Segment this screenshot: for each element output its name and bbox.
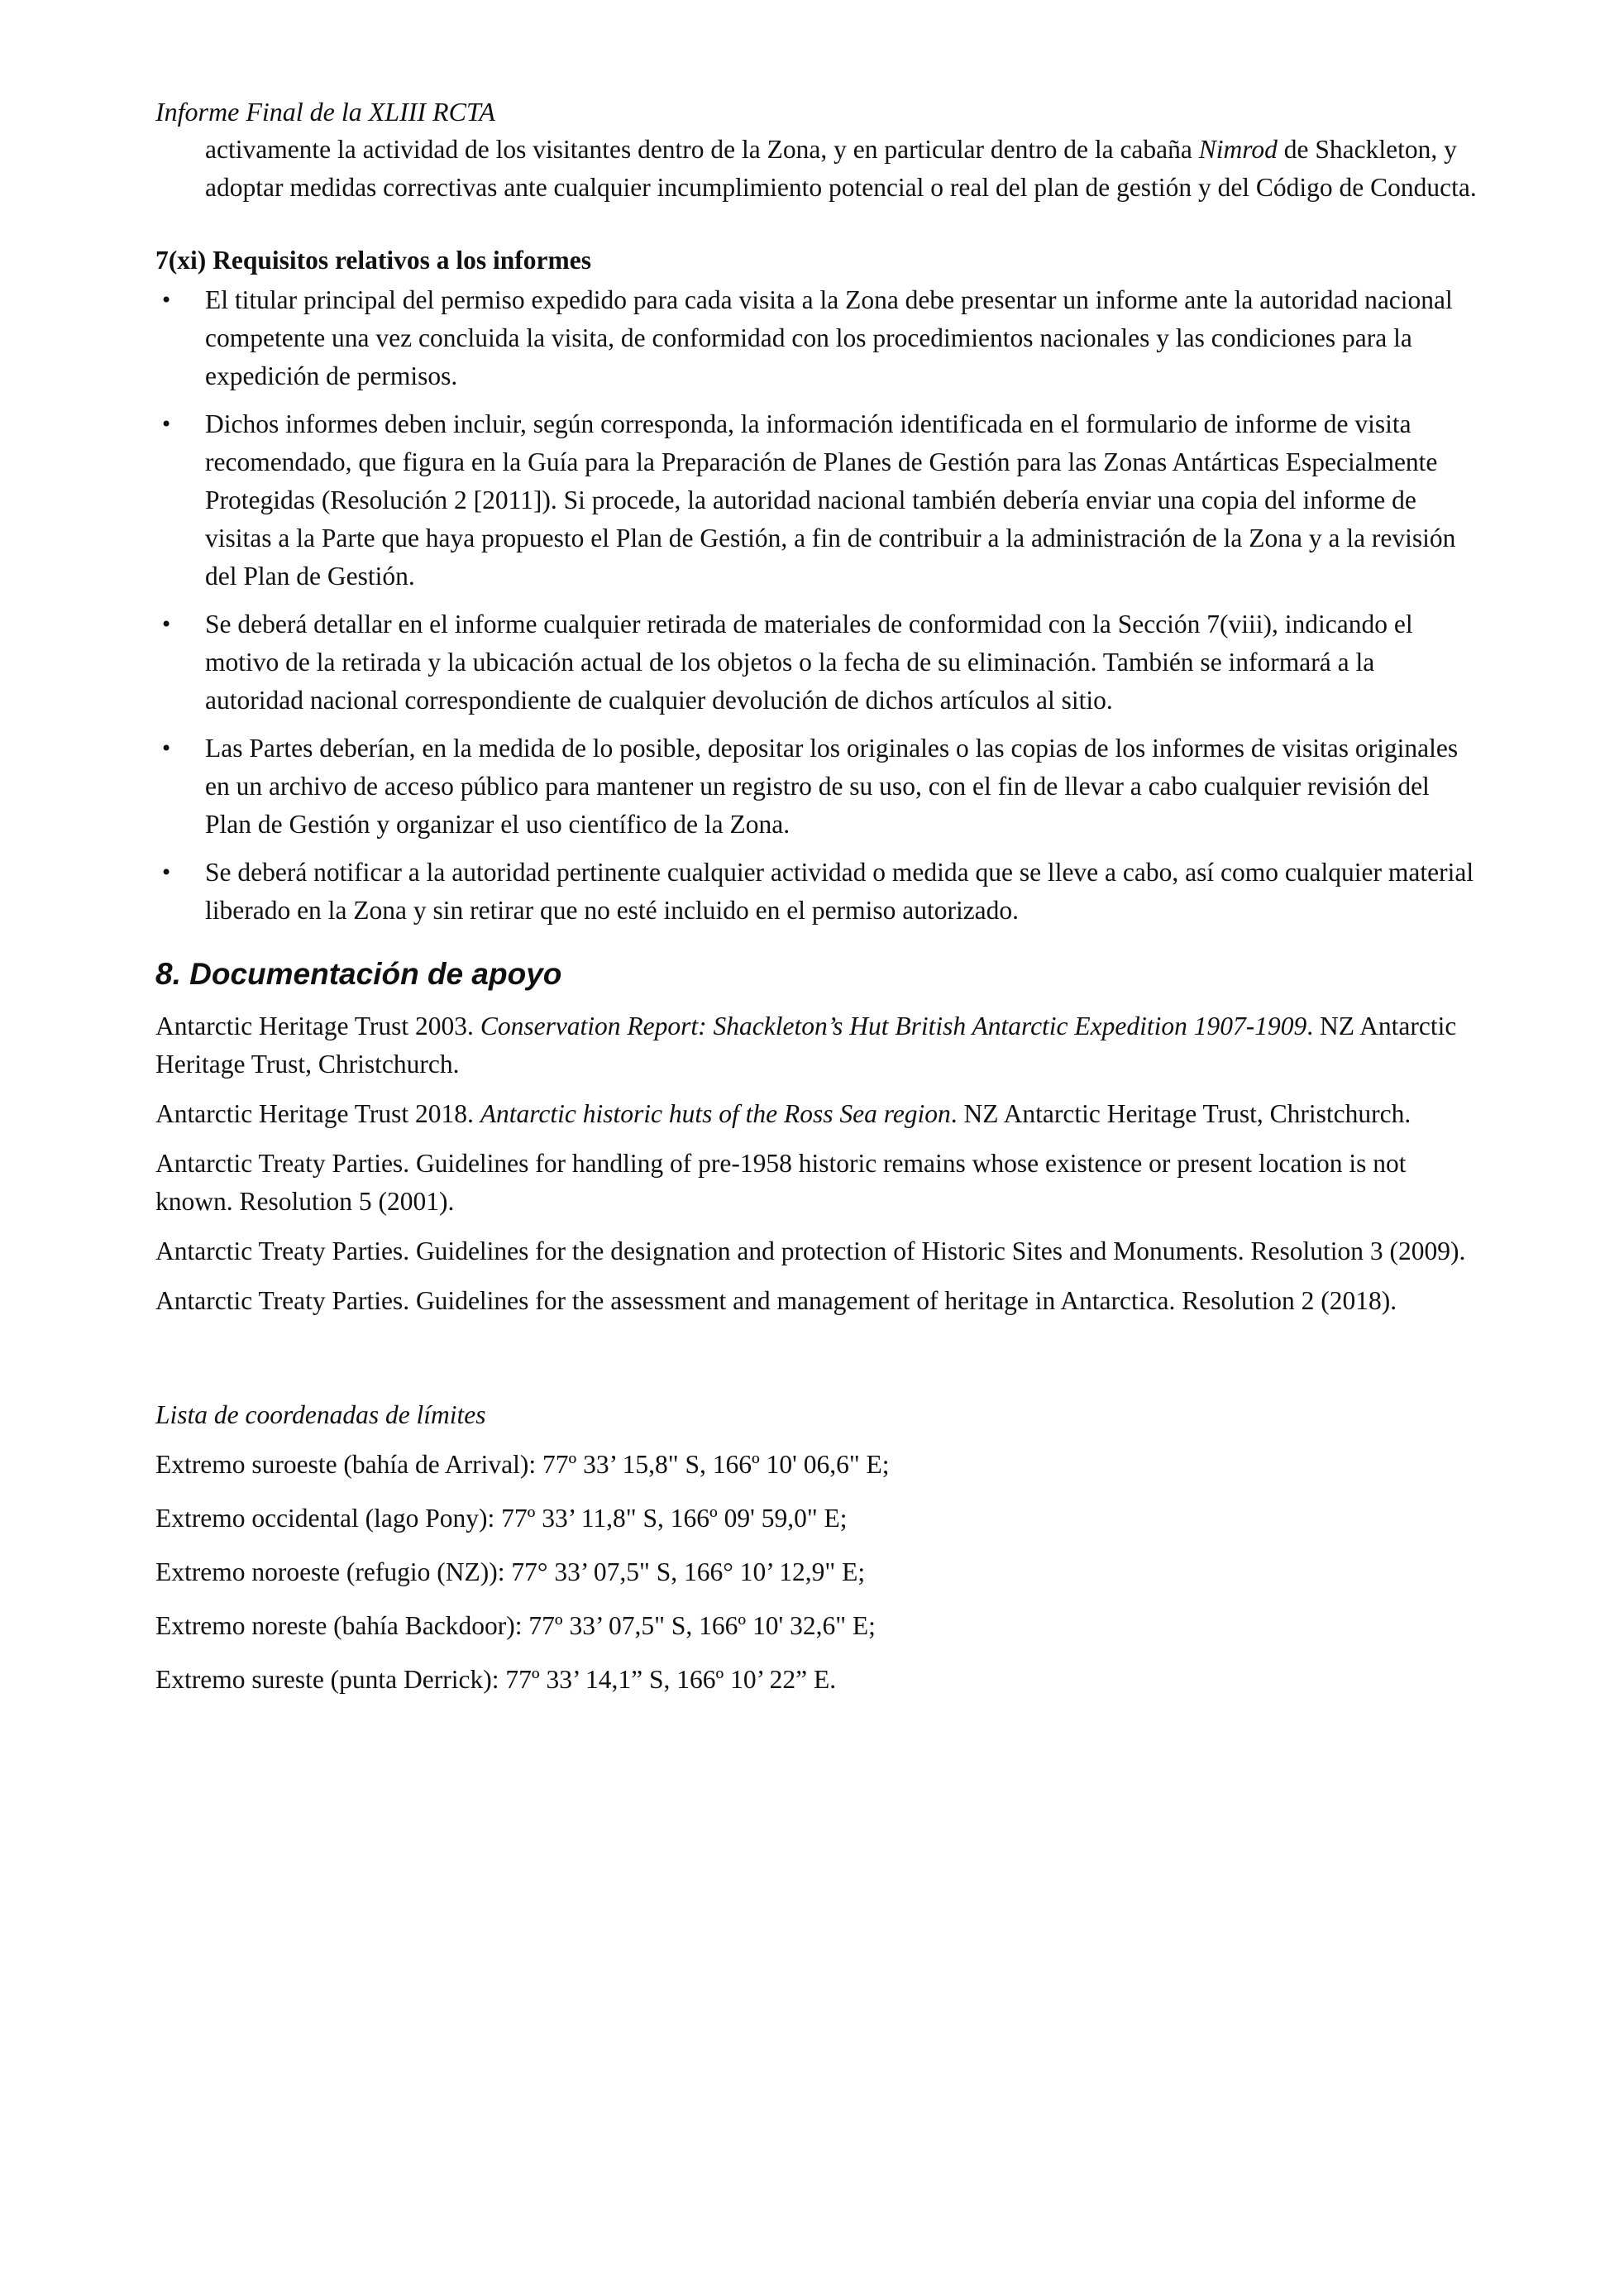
bullet-icon: •: [160, 289, 173, 312]
list-item-text: Dichos informes deben incluir, según corresponda, la información identificada en el formulario de informe de visita recomendado, que figura en la Guía para la Preparación de Planes de Gestión para las Zonas Antárticas Especialmente Protegidas (Resolución 2 [2011]). Si procede, la autoridad nacional también debería enviar una copia del informe de visitas a la Parte que haya propuesto el Plan de Gestión, a fin de contribuir a la administración de la Zona y a la revisión del Plan de Gestión.: [205, 409, 1456, 591]
list-item: [155, 729, 1478, 844]
reference-item: [155, 1095, 1478, 1133]
reference-text: Antarctic Heritage Trust 2018.: [155, 1099, 480, 1128]
coordinate-item: Extremo noreste (bahía Backdoor): 77º 33’ 07,5" S, 166º 10' 32,6" E;: [155, 1611, 876, 1640]
continuation-text-after: de Shackleton, y adoptar medidas correctivas ante cualquier incumplimiento potencial o real del plan de gestión y del Código de Conducta.: [205, 135, 1477, 202]
bullet-icon: •: [160, 737, 173, 760]
list-item-text: Se deberá notificar a la autoridad pertinente cualquier actividad o medida que se lleve a cabo, así como cualquier material liberado en la Zona y sin retirar que no esté incluido en el permiso autorizado.: [205, 858, 1474, 925]
reference-title: Antarctic historic huts of the Ross Sea region: [480, 1099, 951, 1128]
bullet-icon: •: [160, 613, 173, 636]
reference-text-after: . NZ Antarctic Heritage Trust, Christchurch.: [155, 1012, 1457, 1079]
reference-text-after: . NZ Antarctic Heritage Trust, Christchurch.: [950, 1099, 1411, 1128]
coordinates-list-title: Lista de coordenadas de límites: [155, 1400, 486, 1429]
list-item: [155, 405, 1478, 596]
reference-text: Antarctic Treaty Parties. Guidelines for the designation and protection of Historic Sites and Monuments. Resolution 3 (2009).: [155, 1236, 1466, 1265]
coordinate-item: Extremo sureste (punta Derrick): 77º 33’ 14,1” S, 166º 10’ 22” E.: [155, 1665, 837, 1694]
list-item: [155, 281, 1478, 395]
reference-title: Conservation Report: Shackleton’s Hut British Antarctic Expedition 1907-1909: [480, 1012, 1307, 1040]
coordinate-item: Extremo suroeste (bahía de Arrival): 77º 33’ 15,8" S, 166º 10' 06,6" E;: [155, 1450, 890, 1479]
reference-item: [155, 1282, 1478, 1320]
reference-text: Antarctic Heritage Trust 2003.: [155, 1012, 480, 1040]
bullet-icon: •: [160, 861, 173, 884]
reference-text: Antarctic Treaty Parties. Guidelines for the assessment and management of heritage in Antarctica. Resolution 2 (2018).: [155, 1286, 1397, 1315]
list-item: [155, 605, 1478, 720]
coordinate-item: Extremo noroeste (refugio (NZ)): 77° 33’ 07,5" S, 166° 10’ 12,9" E;: [155, 1557, 866, 1586]
list-item-text: Se deberá detallar en el informe cualquier retirada de materiales de conformidad con la Sección 7(viii), indicando el motivo de la retirada y la ubicación actual de los objetos o la fecha de su eliminación. También se informará a la autoridad nacional correspondiente de cualquier devolución de dichos artículos al sitio.: [205, 610, 1413, 715]
coordinate-item: Extremo occidental (lago Pony): 77º 33’ 11,8" S, 166º 09' 59,0" E;: [155, 1504, 848, 1533]
list-item-text: El titular principal del permiso expedido para cada visita a la Zona debe presentar un informe ante la autoridad nacional competente una vez concluida la visita, de conformidad con los procedimientos nacionales y las condiciones para la expedición de permisos.: [205, 285, 1453, 390]
reference-item: [155, 1232, 1478, 1270]
list-item-text: Las Partes deberían, en la medida de lo posible, depositar los originales o las copias de los informes de visitas originales en un archivo de acceso público para mantener un registro de su uso, con el fin de llevar a cabo cualquier revisión del Plan de Gestión y organizar el uso científico de la Zona.: [205, 734, 1459, 839]
bullet-icon: •: [160, 413, 173, 436]
continuation-paragraph: [205, 131, 1478, 207]
continuation-text-before: activamente la actividad de los visitantes dentro de la Zona, y en particular dentro de la cabaña: [205, 135, 1199, 164]
reporting-requirements-list: [155, 281, 1478, 930]
reference-item: [155, 1007, 1478, 1083]
section-8-heading: 8. Documentación de apoyo: [155, 957, 562, 991]
document-page: [155, 93, 1478, 1715]
reference-text: Antarctic Treaty Parties. Guidelines for handling of pre-1958 historic remains whose existence or present location is not known. Resolution 5 (2001).: [155, 1149, 1407, 1216]
list-item: [155, 854, 1478, 930]
running-header: Informe Final de la XLIII RCTA: [155, 97, 495, 127]
reference-item: [155, 1145, 1478, 1221]
section-7xi-heading: 7(xi) Requisitos relativos a los informes: [155, 246, 592, 275]
continuation-italic-hut-name: Nimrod: [1198, 135, 1278, 164]
